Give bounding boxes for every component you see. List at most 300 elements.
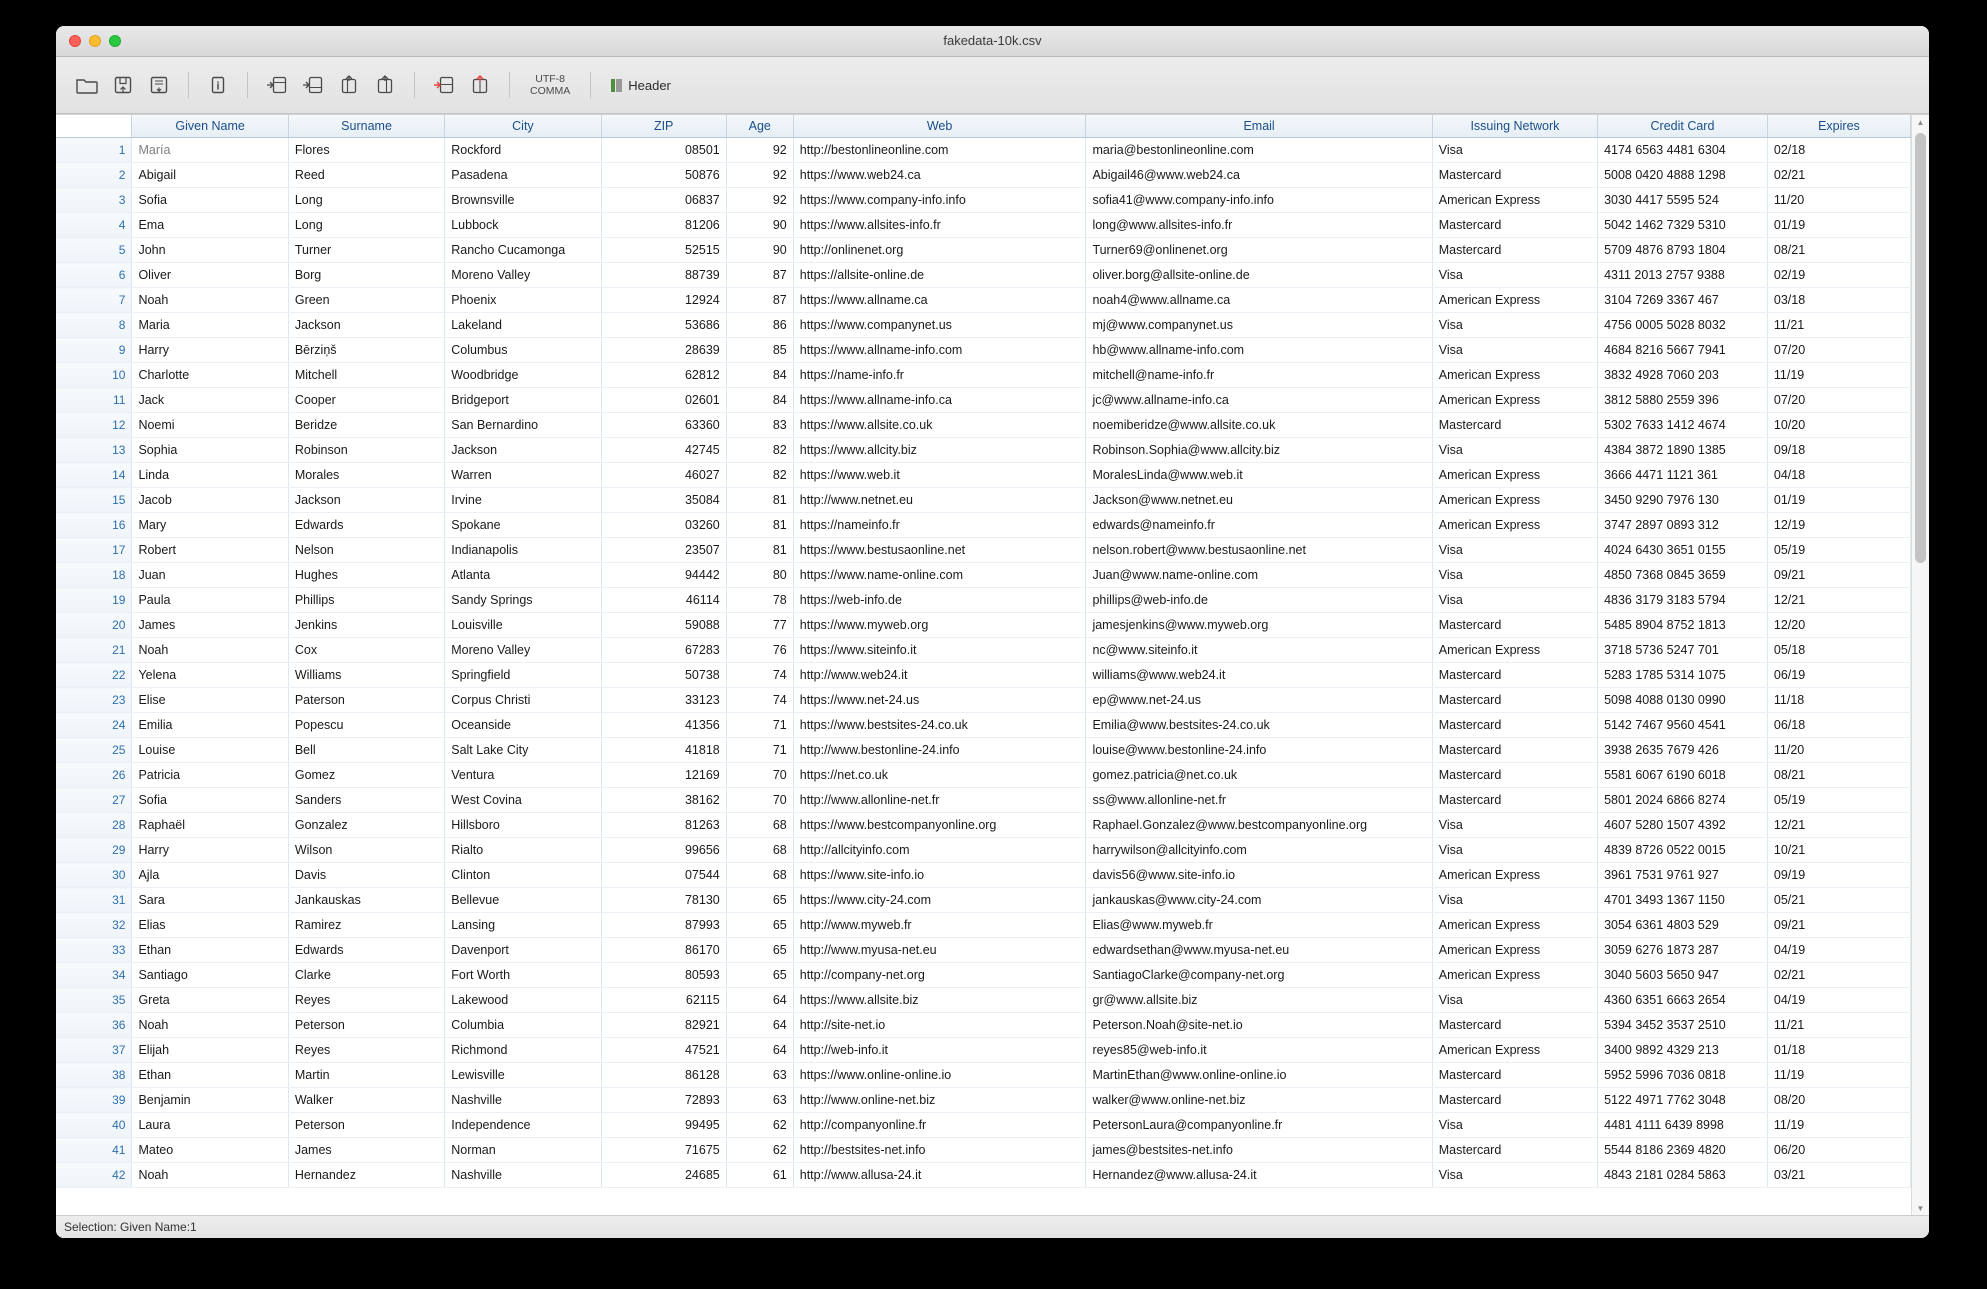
table-cell[interactable]: 05/21 [1767, 888, 1910, 913]
table-cell[interactable]: MoralesLinda@www.web.it [1086, 463, 1432, 488]
table-cell[interactable]: walker@www.online-net.biz [1086, 1088, 1432, 1113]
table-cell[interactable]: Borg [288, 263, 444, 288]
table-cell[interactable]: Lubbock [445, 213, 601, 238]
table-cell[interactable]: http://bestonlineonline.com [793, 138, 1086, 163]
table-row[interactable] [56, 1038, 1911, 1063]
table-cell[interactable]: https://www.allsite.biz [793, 988, 1086, 1013]
table-cell[interactable]: 5485 8904 8752 1813 [1598, 613, 1768, 638]
table-cell[interactable]: Martin [288, 1063, 444, 1088]
table-cell[interactable]: Visa [1432, 338, 1597, 363]
table-cell[interactable]: Spokane [445, 513, 601, 538]
table-cell[interactable]: 68 [726, 838, 793, 863]
row-number[interactable]: 5 [56, 238, 132, 263]
table-cell[interactable]: Moreno Valley [445, 263, 601, 288]
table-cell[interactable]: 94442 [601, 563, 726, 588]
table-cell[interactable]: 5581 6067 6190 6018 [1598, 763, 1768, 788]
table-cell[interactable]: 11/21 [1767, 313, 1910, 338]
table-cell[interactable]: Edwards [288, 938, 444, 963]
table-cell[interactable]: Visa [1432, 1113, 1597, 1138]
table-cell[interactable]: http://www.web24.it [793, 663, 1086, 688]
table-cell[interactable]: Irvine [445, 488, 601, 513]
table-cell[interactable]: https://name-info.fr [793, 363, 1086, 388]
table-cell[interactable]: Gonzalez [288, 813, 444, 838]
table-cell[interactable]: Sofia [132, 188, 288, 213]
table-cell[interactable]: 12/19 [1767, 513, 1910, 538]
table-row[interactable] [56, 938, 1911, 963]
table-cell[interactable]: Davenport [445, 938, 601, 963]
table-cell[interactable]: Peterson [288, 1113, 444, 1138]
table-cell[interactable]: Robert [132, 538, 288, 563]
table-cell[interactable]: http://www.allusa-24.it [793, 1163, 1086, 1188]
table-row[interactable] [56, 1013, 1911, 1038]
table-cell[interactable]: Harry [132, 838, 288, 863]
table-cell[interactable]: 41356 [601, 713, 726, 738]
table-cell[interactable]: http://www.allonline-net.fr [793, 788, 1086, 813]
table-cell[interactable]: MartinEthan@www.online-online.io [1086, 1063, 1432, 1088]
table-cell[interactable]: 5122 4971 7762 3048 [1598, 1088, 1768, 1113]
table-cell[interactable]: 81263 [601, 813, 726, 838]
table-row[interactable] [56, 1063, 1911, 1088]
table-cell[interactable]: Mastercard [1432, 1138, 1597, 1163]
table-row[interactable] [56, 238, 1911, 263]
table-cell[interactable]: 42745 [601, 438, 726, 463]
table-row[interactable] [56, 463, 1911, 488]
table-cell[interactable]: Ethan [132, 1063, 288, 1088]
table-cell[interactable]: 71 [726, 738, 793, 763]
table-cell[interactable]: Green [288, 288, 444, 313]
table-cell[interactable]: 70 [726, 788, 793, 813]
insert-column-left-icon[interactable] [332, 68, 366, 102]
table-cell[interactable]: Hernandez@www.allusa-24.it [1086, 1163, 1432, 1188]
table-cell[interactable]: American Express [1432, 288, 1597, 313]
table-cell[interactable]: Mastercard [1432, 413, 1597, 438]
table-cell[interactable]: oliver.borg@allsite-online.de [1086, 263, 1432, 288]
table-cell[interactable]: Lewisville [445, 1063, 601, 1088]
table-cell[interactable]: American Express [1432, 463, 1597, 488]
table-cell[interactable]: Mastercard [1432, 238, 1597, 263]
table-cell[interactable]: Brownsville [445, 188, 601, 213]
table-cell[interactable]: Edwards [288, 513, 444, 538]
table-cell[interactable]: 03260 [601, 513, 726, 538]
table-cell[interactable]: 72893 [601, 1088, 726, 1113]
table-cell[interactable]: 87993 [601, 913, 726, 938]
table-cell[interactable]: 80593 [601, 963, 726, 988]
table-cell[interactable]: 5008 0420 4888 1298 [1598, 163, 1768, 188]
table-cell[interactable]: 11/19 [1767, 363, 1910, 388]
table-cell[interactable]: Popescu [288, 713, 444, 738]
table-cell[interactable]: 3030 4417 5595 524 [1598, 188, 1768, 213]
table-cell[interactable]: 88739 [601, 263, 726, 288]
table-cell[interactable]: https://www.bestcompanyonline.org [793, 813, 1086, 838]
table-cell[interactable]: American Express [1432, 513, 1597, 538]
insert-column-right-icon[interactable] [368, 68, 402, 102]
table-cell[interactable]: https://www.myweb.org [793, 613, 1086, 638]
table-cell[interactable]: American Express [1432, 188, 1597, 213]
table-cell[interactable]: Mateo [132, 1138, 288, 1163]
table-cell[interactable]: 11/19 [1767, 1113, 1910, 1138]
table-cell[interactable]: 86128 [601, 1063, 726, 1088]
table-cell[interactable]: 70 [726, 763, 793, 788]
table-cell[interactable]: http://company-net.org [793, 963, 1086, 988]
row-number[interactable]: 10 [56, 363, 132, 388]
table-cell[interactable]: 50876 [601, 163, 726, 188]
table-cell[interactable]: https://web-info.de [793, 588, 1086, 613]
table-cell[interactable]: 07544 [601, 863, 726, 888]
table-cell[interactable]: 47521 [601, 1038, 726, 1063]
table-cell[interactable]: https://www.company-info.info [793, 188, 1086, 213]
table-cell[interactable]: Jackson [288, 313, 444, 338]
table-cell[interactable]: 01/19 [1767, 488, 1910, 513]
table-cell[interactable]: http://companyonline.fr [793, 1113, 1086, 1138]
table-cell[interactable]: Nashville [445, 1163, 601, 1188]
table-cell[interactable]: https://www.net-24.us [793, 688, 1086, 713]
table-cell[interactable]: 4756 0005 5028 8032 [1598, 313, 1768, 338]
table-cell[interactable]: Juan [132, 563, 288, 588]
row-number[interactable]: 31 [56, 888, 132, 913]
table-cell[interactable]: 82 [726, 438, 793, 463]
row-number[interactable]: 25 [56, 738, 132, 763]
table-row[interactable] [56, 438, 1911, 463]
table-cell[interactable]: Juan@www.name-online.com [1086, 563, 1432, 588]
table-cell[interactable]: 71675 [601, 1138, 726, 1163]
column-header-age[interactable]: Age [726, 115, 793, 138]
table-cell[interactable]: Peterson.Noah@site-net.io [1086, 1013, 1432, 1038]
table-cell[interactable]: https://www.allname-info.ca [793, 388, 1086, 413]
table-cell[interactable]: American Express [1432, 638, 1597, 663]
table-cell[interactable]: American Express [1432, 963, 1597, 988]
table-cell[interactable]: http://site-net.io [793, 1013, 1086, 1038]
table-cell[interactable]: 10/21 [1767, 838, 1910, 863]
table-cell[interactable]: Jankauskas [288, 888, 444, 913]
table-cell[interactable]: 82 [726, 463, 793, 488]
table-cell[interactable]: 86 [726, 313, 793, 338]
table-cell[interactable]: 92 [726, 163, 793, 188]
table-cell[interactable]: Phillips [288, 588, 444, 613]
table-cell[interactable]: Bell [288, 738, 444, 763]
table-cell[interactable]: American Express [1432, 488, 1597, 513]
table-cell[interactable]: 81 [726, 538, 793, 563]
table-cell[interactable]: 4481 4111 6439 8998 [1598, 1113, 1768, 1138]
table-cell[interactable]: 62812 [601, 363, 726, 388]
table-row[interactable] [56, 413, 1911, 438]
table-cell[interactable]: ss@www.allonline-net.fr [1086, 788, 1432, 813]
table-cell[interactable]: 71 [726, 713, 793, 738]
table-cell[interactable]: davis56@www.site-info.io [1086, 863, 1432, 888]
csv-table[interactable] [56, 115, 1911, 1188]
table-cell[interactable]: Visa [1432, 263, 1597, 288]
row-number[interactable]: 11 [56, 388, 132, 413]
row-number[interactable]: 30 [56, 863, 132, 888]
table-cell[interactable]: Salt Lake City [445, 738, 601, 763]
table-cell[interactable]: Maria [132, 313, 288, 338]
row-number[interactable]: 17 [56, 538, 132, 563]
table-cell[interactable]: 62 [726, 1138, 793, 1163]
column-header-surname[interactable]: Surname [288, 115, 444, 138]
table-cell[interactable]: https://www.allsites-info.fr [793, 213, 1086, 238]
table-cell[interactable]: Sandy Springs [445, 588, 601, 613]
table-row[interactable] [56, 663, 1911, 688]
table-cell[interactable]: 53686 [601, 313, 726, 338]
table-cell[interactable]: James [288, 1138, 444, 1163]
table-cell[interactable]: williams@www.web24.it [1086, 663, 1432, 688]
table-cell[interactable]: PetersonLaura@companyonline.fr [1086, 1113, 1432, 1138]
table-cell[interactable]: 08/20 [1767, 1088, 1910, 1113]
table-cell[interactable]: Williams [288, 663, 444, 688]
row-number[interactable]: 23 [56, 688, 132, 713]
table-cell[interactable]: 02601 [601, 388, 726, 413]
table-cell[interactable]: Abigail [132, 163, 288, 188]
table-row[interactable] [56, 288, 1911, 313]
row-number[interactable]: 12 [56, 413, 132, 438]
info-icon[interactable] [201, 68, 235, 102]
table-cell[interactable]: nc@www.siteinfo.it [1086, 638, 1432, 663]
table-cell[interactable]: Walker [288, 1088, 444, 1113]
table-cell[interactable]: 52515 [601, 238, 726, 263]
row-number[interactable]: 1 [56, 138, 132, 163]
row-number[interactable]: 13 [56, 438, 132, 463]
table-cell[interactable]: María [132, 138, 288, 163]
table-cell[interactable]: https://www.web.it [793, 463, 1086, 488]
table-cell[interactable]: http://bestsites-net.info [793, 1138, 1086, 1163]
row-number[interactable]: 32 [56, 913, 132, 938]
table-cell[interactable]: 67283 [601, 638, 726, 663]
table-cell[interactable]: harrywilson@allcityinfo.com [1086, 838, 1432, 863]
row-number[interactable]: 36 [56, 1013, 132, 1038]
row-number[interactable]: 42 [56, 1163, 132, 1188]
table-cell[interactable]: 78 [726, 588, 793, 613]
save-as-file-icon[interactable] [142, 68, 176, 102]
table-row[interactable] [56, 1138, 1911, 1163]
row-number[interactable]: 33 [56, 938, 132, 963]
table-cell[interactable]: 68 [726, 813, 793, 838]
table-cell[interactable]: 4311 2013 2757 9388 [1598, 263, 1768, 288]
table-row[interactable] [56, 638, 1911, 663]
table-cell[interactable]: 3961 7531 9761 927 [1598, 863, 1768, 888]
table-cell[interactable]: 3450 9290 7976 130 [1598, 488, 1768, 513]
table-cell[interactable]: 3054 6361 4803 529 [1598, 913, 1768, 938]
table-cell[interactable]: 5042 1462 7329 5310 [1598, 213, 1768, 238]
table-cell[interactable]: Reyes [288, 988, 444, 1013]
table-cell[interactable]: Visa [1432, 438, 1597, 463]
table-cell[interactable]: Norman [445, 1138, 601, 1163]
table-cell[interactable]: Abigail46@www.web24.ca [1086, 163, 1432, 188]
table-cell[interactable]: Greta [132, 988, 288, 1013]
table-cell[interactable]: American Express [1432, 863, 1597, 888]
table-cell[interactable]: Linda [132, 463, 288, 488]
table-cell[interactable]: https://nameinfo.fr [793, 513, 1086, 538]
table-cell[interactable]: 08501 [601, 138, 726, 163]
table-row[interactable] [56, 963, 1911, 988]
vertical-scrollbar-thumb[interactable] [1915, 133, 1926, 563]
table-cell[interactable]: 4701 3493 1367 1150 [1598, 888, 1768, 913]
row-number[interactable]: 2 [56, 163, 132, 188]
table-cell[interactable]: Hillsboro [445, 813, 601, 838]
table-cell[interactable]: Lakeland [445, 313, 601, 338]
table-row[interactable] [56, 763, 1911, 788]
row-number[interactable]: 6 [56, 263, 132, 288]
table-cell[interactable]: American Express [1432, 388, 1597, 413]
table-cell[interactable]: Harry [132, 338, 288, 363]
table-cell[interactable]: Mastercard [1432, 613, 1597, 638]
table-row[interactable] [56, 488, 1911, 513]
table-cell[interactable]: Visa [1432, 888, 1597, 913]
table-cell[interactable]: louise@www.bestonline-24.info [1086, 738, 1432, 763]
table-cell[interactable]: 3400 9892 4329 213 [1598, 1038, 1768, 1063]
row-number[interactable]: 35 [56, 988, 132, 1013]
table-cell[interactable]: 11/21 [1767, 1013, 1910, 1038]
table-cell[interactable]: 63360 [601, 413, 726, 438]
table-cell[interactable]: Elijah [132, 1038, 288, 1063]
table-row[interactable] [56, 363, 1911, 388]
table-row[interactable] [56, 588, 1911, 613]
table-cell[interactable]: 64 [726, 1013, 793, 1038]
table-cell[interactable]: Jenkins [288, 613, 444, 638]
table-cell[interactable]: 02/19 [1767, 263, 1910, 288]
table-cell[interactable]: maria@bestonlineonline.com [1086, 138, 1432, 163]
table-cell[interactable]: 84 [726, 363, 793, 388]
table-cell[interactable]: https://www.allname.ca [793, 288, 1086, 313]
table-cell[interactable]: Wilson [288, 838, 444, 863]
row-number[interactable]: 3 [56, 188, 132, 213]
table-body[interactable] [56, 138, 1911, 1188]
table-cell[interactable]: 23507 [601, 538, 726, 563]
table-cell[interactable]: edwards@nameinfo.fr [1086, 513, 1432, 538]
table-cell[interactable]: 86170 [601, 938, 726, 963]
column-header-email[interactable]: Email [1086, 115, 1432, 138]
table-cell[interactable]: 12924 [601, 288, 726, 313]
column-header-zip[interactable]: ZIP [601, 115, 726, 138]
table-cell[interactable]: Yelena [132, 663, 288, 688]
table-cell[interactable]: 11/18 [1767, 688, 1910, 713]
table-cell[interactable]: 92 [726, 188, 793, 213]
table-cell[interactable]: 07/20 [1767, 388, 1910, 413]
table-cell[interactable]: 05/19 [1767, 538, 1910, 563]
table-cell[interactable]: https://www.name-online.com [793, 563, 1086, 588]
table-cell[interactable]: Jacob [132, 488, 288, 513]
table-cell[interactable]: 06/18 [1767, 713, 1910, 738]
table-cell[interactable]: Long [288, 188, 444, 213]
row-number[interactable]: 8 [56, 313, 132, 338]
table-cell[interactable]: https://allsite-online.de [793, 263, 1086, 288]
table-cell[interactable]: Moreno Valley [445, 638, 601, 663]
table-cell[interactable]: Morales [288, 463, 444, 488]
table-cell[interactable]: West Covina [445, 788, 601, 813]
table-cell[interactable]: 46114 [601, 588, 726, 613]
table-cell[interactable]: reyes85@web-info.it [1086, 1038, 1432, 1063]
table-cell[interactable]: 4360 6351 6663 2654 [1598, 988, 1768, 1013]
table-cell[interactable]: Paula [132, 588, 288, 613]
table-cell[interactable]: 08/21 [1767, 763, 1910, 788]
table-cell[interactable]: Bērziņš [288, 338, 444, 363]
table-cell[interactable]: Jackson [288, 488, 444, 513]
table-cell[interactable]: Ramirez [288, 913, 444, 938]
delete-column-icon[interactable] [463, 68, 497, 102]
row-number[interactable]: 29 [56, 838, 132, 863]
table-cell[interactable]: 62115 [601, 988, 726, 1013]
row-number[interactable]: 34 [56, 963, 132, 988]
table-cell[interactable]: https://www.online-online.io [793, 1063, 1086, 1088]
table-cell[interactable]: noah4@www.allname.ca [1086, 288, 1432, 313]
table-cell[interactable]: Sara [132, 888, 288, 913]
table-cell[interactable]: Sophia [132, 438, 288, 463]
table-cell[interactable]: 99656 [601, 838, 726, 863]
table-cell[interactable]: Flores [288, 138, 444, 163]
table-cell[interactable]: Rialto [445, 838, 601, 863]
table-cell[interactable]: Long [288, 213, 444, 238]
table-cell[interactable]: https://www.bestsites-24.co.uk [793, 713, 1086, 738]
table-cell[interactable]: 10/20 [1767, 413, 1910, 438]
table-cell[interactable]: Clarke [288, 963, 444, 988]
table-cell[interactable]: nelson.robert@www.bestusaonline.net [1086, 538, 1432, 563]
table-cell[interactable]: American Express [1432, 913, 1597, 938]
table-cell[interactable]: 3718 5736 5247 701 [1598, 638, 1768, 663]
row-number[interactable]: 38 [56, 1063, 132, 1088]
table-cell[interactable]: 3040 5603 5650 947 [1598, 963, 1768, 988]
table-cell[interactable]: Jackson@www.netnet.eu [1086, 488, 1432, 513]
table-cell[interactable]: http://onlinenet.org [793, 238, 1086, 263]
table-cell[interactable]: Noah [132, 288, 288, 313]
table-cell[interactable]: 05/19 [1767, 788, 1910, 813]
table-cell[interactable]: Richmond [445, 1038, 601, 1063]
header-toggle-button[interactable] [603, 68, 679, 102]
table-cell[interactable]: 09/19 [1767, 863, 1910, 888]
table-cell[interactable]: Visa [1432, 588, 1597, 613]
row-number[interactable]: 14 [56, 463, 132, 488]
table-cell[interactable]: Indianapolis [445, 538, 601, 563]
table-cell[interactable]: 46027 [601, 463, 726, 488]
table-cell[interactable]: Springfield [445, 663, 601, 688]
table-cell[interactable]: 80 [726, 563, 793, 588]
row-number[interactable]: 22 [56, 663, 132, 688]
table-cell[interactable]: Santiago [132, 963, 288, 988]
table-cell[interactable]: hb@www.allname-info.com [1086, 338, 1432, 363]
table-cell[interactable]: 03/21 [1767, 1163, 1910, 1188]
table-cell[interactable]: Elise [132, 688, 288, 713]
table-cell[interactable]: 5952 5996 7036 0818 [1598, 1063, 1768, 1088]
table-cell[interactable]: Raphael.Gonzalez@www.bestcompanyonline.org [1086, 813, 1432, 838]
table-cell[interactable]: 65 [726, 938, 793, 963]
insert-row-below-icon[interactable] [296, 68, 330, 102]
table-cell[interactable]: ep@www.net-24.us [1086, 688, 1432, 713]
table-row[interactable] [56, 513, 1911, 538]
table-row[interactable] [56, 338, 1911, 363]
table-cell[interactable]: gomez.patricia@net.co.uk [1086, 763, 1432, 788]
table-row[interactable] [56, 613, 1911, 638]
table-cell[interactable]: 01/18 [1767, 1038, 1910, 1063]
table-cell[interactable]: 04/19 [1767, 988, 1910, 1013]
table-cell[interactable]: 5098 4088 0130 0990 [1598, 688, 1768, 713]
row-number[interactable]: 7 [56, 288, 132, 313]
table-cell[interactable]: Hughes [288, 563, 444, 588]
table-cell[interactable]: 12/21 [1767, 813, 1910, 838]
table-cell[interactable]: Mastercard [1432, 1013, 1597, 1038]
table-cell[interactable]: 78130 [601, 888, 726, 913]
table-cell[interactable]: 99495 [601, 1113, 726, 1138]
table-row[interactable] [56, 813, 1911, 838]
table-cell[interactable]: 03/18 [1767, 288, 1910, 313]
table-cell[interactable]: 74 [726, 663, 793, 688]
table-cell[interactable]: 87 [726, 263, 793, 288]
table-cell[interactable]: Noah [132, 638, 288, 663]
table-cell[interactable]: 28639 [601, 338, 726, 363]
table-cell[interactable]: Peterson [288, 1013, 444, 1038]
table-cell[interactable]: Mastercard [1432, 213, 1597, 238]
table-cell[interactable]: Mastercard [1432, 763, 1597, 788]
table-cell[interactable]: 11/19 [1767, 1063, 1910, 1088]
table-cell[interactable]: https://www.bestusaonline.net [793, 538, 1086, 563]
table-cell[interactable]: jankauskas@www.city-24.com [1086, 888, 1432, 913]
table-cell[interactable]: 3104 7269 3367 467 [1598, 288, 1768, 313]
